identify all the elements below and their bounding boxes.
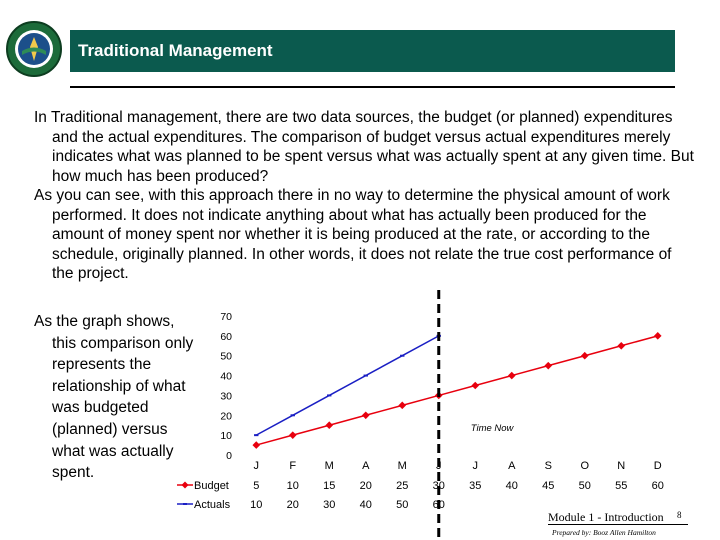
paragraph-1: In Traditional management, there are two data sources, the budget (or planned) expenditures and the actual expenditures. The comparison of budget versus actual expenditures merely indicates what was planned to be spent versus what was actually spent at any given time. But how much has been produced?: [34, 109, 694, 185]
actuals-point: [254, 434, 258, 436]
x-tick-label: J: [253, 460, 259, 472]
actuals-table-value: 40: [359, 499, 372, 511]
budget-table-value: 30: [432, 480, 445, 492]
actuals-point: [400, 355, 404, 357]
x-tick-label: J: [472, 460, 478, 472]
budget-point: [325, 421, 333, 429]
budget-table-value: 15: [323, 480, 336, 492]
x-tick-label: S: [544, 460, 552, 472]
budget-table-value: 55: [615, 480, 628, 492]
side-line-8: spent.: [52, 464, 95, 482]
footer-module: Module 1 - Introduction: [548, 510, 664, 524]
actuals-table-value: 60: [432, 499, 445, 511]
budget-point: [508, 372, 516, 380]
budget-point: [544, 362, 552, 370]
budget-point: [581, 352, 589, 360]
x-tick-label: A: [508, 460, 516, 472]
budget-point: [471, 382, 479, 390]
x-tick-label: O: [580, 460, 590, 472]
budget-table-value: 25: [396, 480, 409, 492]
actuals-table-value: 10: [250, 499, 263, 511]
budget-table-value: 60: [651, 480, 664, 492]
budget-point: [654, 332, 662, 340]
slide-title: Traditional Management: [78, 41, 273, 60]
y-tick-label: 20: [220, 410, 232, 423]
budget-table-value: 45: [542, 480, 555, 492]
paragraph-2: As you can see, with this approach there in no way to determine the physical amount of work performed. It does not indicate anything about what has actually been produced for the amount of money spent nor whether it is being produced at the rate, or according to the schedule, originally planned. In other words, it does not relate the true cost performance of the project.: [34, 187, 672, 282]
budget-table-value: 35: [469, 480, 482, 492]
y-tick-label: 40: [220, 370, 232, 383]
actuals-point: [364, 375, 368, 377]
x-tick-label: M: [324, 460, 334, 472]
budget-table-value: 40: [505, 480, 518, 492]
side-line-2: this comparison only: [52, 334, 194, 352]
y-tick-label: 10: [220, 430, 232, 443]
side-line-5: was budgeted: [52, 399, 149, 417]
x-tick-label: F: [289, 460, 297, 472]
budget-table-value: 20: [359, 480, 372, 492]
y-tick-label: 50: [220, 350, 232, 363]
x-tick-label: A: [362, 460, 370, 472]
actuals-legend-marker: [183, 503, 187, 505]
footer-page-number: 8: [677, 510, 682, 520]
budget-legend-label: Budget: [194, 480, 229, 492]
actuals-point: [327, 394, 331, 396]
x-tick-label: D: [653, 460, 662, 472]
time-now-label: Time Now: [470, 423, 514, 434]
x-tick-label: N: [617, 460, 626, 472]
budget-legend-marker: [182, 482, 189, 489]
actuals-legend-label: Actuals: [194, 499, 231, 511]
footer-divider: [548, 524, 688, 525]
side-line-1: As the graph shows,: [34, 313, 175, 330]
budget-table-value: 10: [286, 480, 299, 492]
actuals-table-value: 20: [286, 499, 299, 511]
budget-table-value: 50: [578, 480, 591, 492]
actuals-table-value: 30: [323, 499, 336, 511]
budget-point: [617, 342, 625, 350]
budget-point: [362, 411, 370, 419]
side-line-3: represents the: [52, 356, 152, 374]
budget-line: [256, 336, 658, 445]
side-line-6: (planned) versus: [52, 420, 168, 438]
y-tick-label: 60: [220, 330, 232, 343]
y-tick-label: 0: [226, 450, 232, 462]
side-line-7: what was actually: [52, 442, 174, 460]
x-tick-label: M: [397, 460, 407, 472]
actuals-table-value: 50: [396, 499, 409, 511]
footer-prepared-by: Prepared by: Booz Allen Hamilton: [552, 528, 656, 537]
budget-point: [398, 402, 406, 410]
budget-table-value: 5: [253, 480, 260, 492]
side-line-4: relationship of what: [52, 377, 186, 395]
actuals-point: [291, 414, 295, 416]
y-tick-label: 70: [220, 311, 232, 323]
budget-point: [252, 441, 260, 449]
budget-point: [289, 431, 297, 439]
x-tick-label: J: [436, 460, 442, 472]
y-tick-label: 30: [220, 390, 232, 403]
